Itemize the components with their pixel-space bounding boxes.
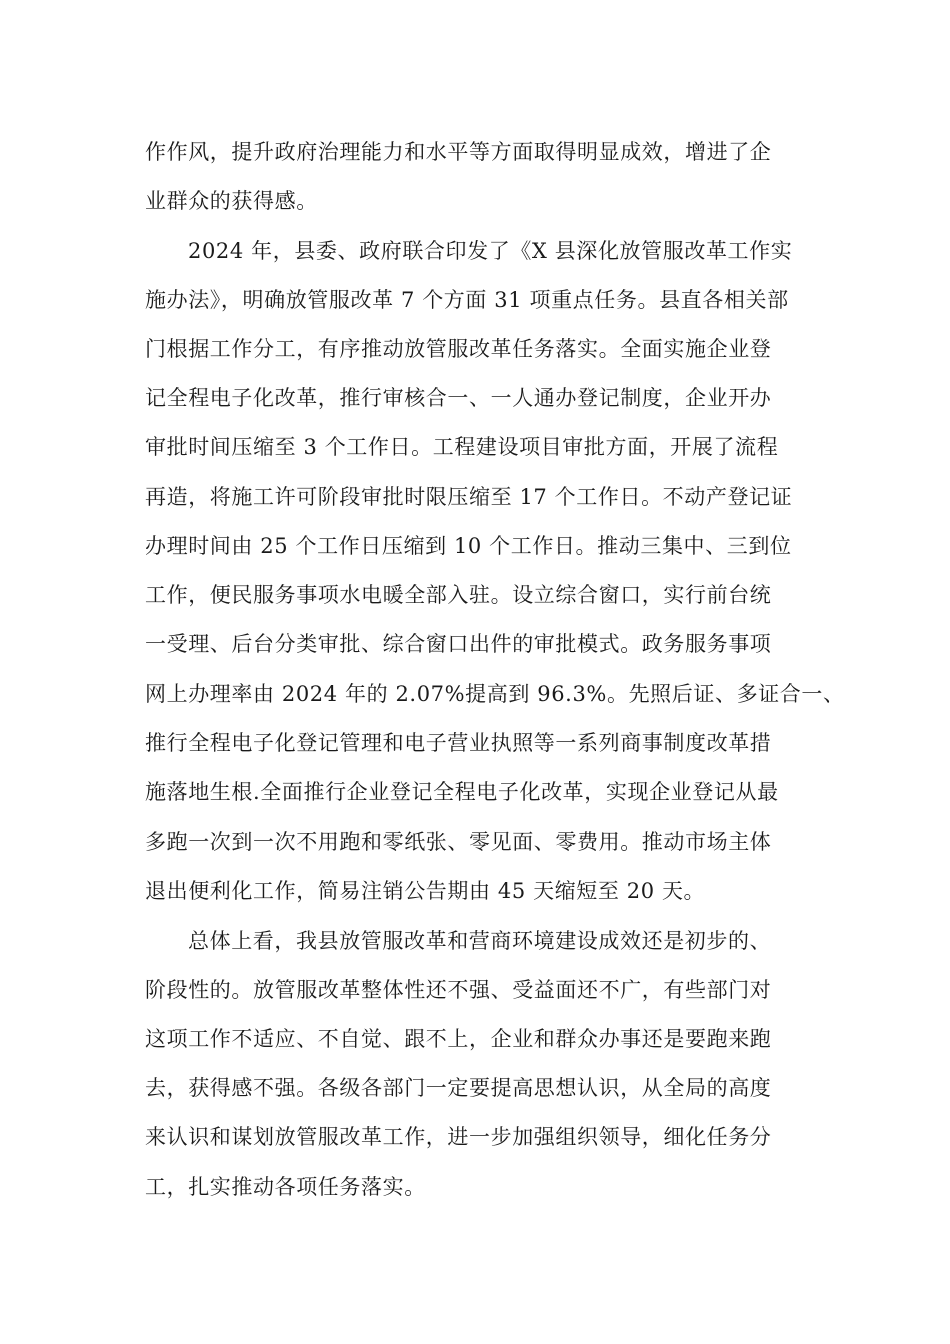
text-line: 这项工作不适应、不自觉、跟不上，企业和群众办事还是要跑来跑 xyxy=(145,1027,772,1051)
text-line: 总体上看，我县放管服改革和营商环境建设成效还是初步的、 xyxy=(188,929,772,953)
text-line: 一受理、后台分类审批、综合窗口出件的审批模式。政务服务事项 xyxy=(145,632,772,656)
text-line: 阶段性的。放管服改革整体性还不强、受益面还不广，有些部门对 xyxy=(145,978,772,1002)
text-line: 推行全程电子化登记管理和电子营业执照等一系列商事制度改革措 xyxy=(145,731,772,755)
text-line: 工作，便民服务事项水电暖全部入驻。设立综合窗口，实行前台统 xyxy=(145,583,772,607)
text-line: 办理时间由 25 个工作日压缩到 10 个工作日。推动三集中、三到位 xyxy=(145,534,792,558)
text-line: 记全程电子化改革，推行审核合一、一人通办登记制度，企业开办 xyxy=(145,386,772,410)
text-line: 再造，将施工许可阶段审批时限压缩至 17 个工作日。不动产登记证 xyxy=(145,485,793,509)
text-line: 施落地生根.全面推行企业登记全程电子化改革，实现企业登记从最 xyxy=(145,780,779,804)
text-line: 来认识和谋划放管服改革工作，进一步加强组织领导，细化任务分 xyxy=(145,1125,772,1149)
text-line: 工，扎实推动各项任务落实。 xyxy=(145,1175,426,1199)
text-line: 审批时间压缩至 3 个工作日。工程建设项目审批方面，开展了流程 xyxy=(145,435,779,459)
text-line: 去，获得感不强。各级各部门一定要提高思想认识，从全局的高度 xyxy=(145,1076,772,1100)
text-line: 门根据工作分工，有序推动放管服改革任务落实。全面实施企业登 xyxy=(145,337,772,361)
text-line: 网上办理率由 2024 年的 2.07%提高到 96.3%。先照后证、多证合一、 xyxy=(145,682,845,706)
text-line: 作作风，提升政府治理能力和水平等方面取得明显成效，增进了企 xyxy=(145,140,772,164)
text-line: 施办法》，明确放管服改革 7 个方面 31 项重点任务。县直各相关部 xyxy=(145,288,789,312)
text-line: 2024 年，县委、政府联合印发了《X 县深化放管服改革工作实 xyxy=(188,239,793,263)
text-line: 业群众的获得感。 xyxy=(145,189,318,213)
text-line: 多跑一次到一次不用跑和零纸张、零见面、零费用。推动市场主体 xyxy=(145,830,772,854)
text-line: 退出便利化工作，简易注销公告期由 45 天缩短至 20 天。 xyxy=(145,879,706,903)
